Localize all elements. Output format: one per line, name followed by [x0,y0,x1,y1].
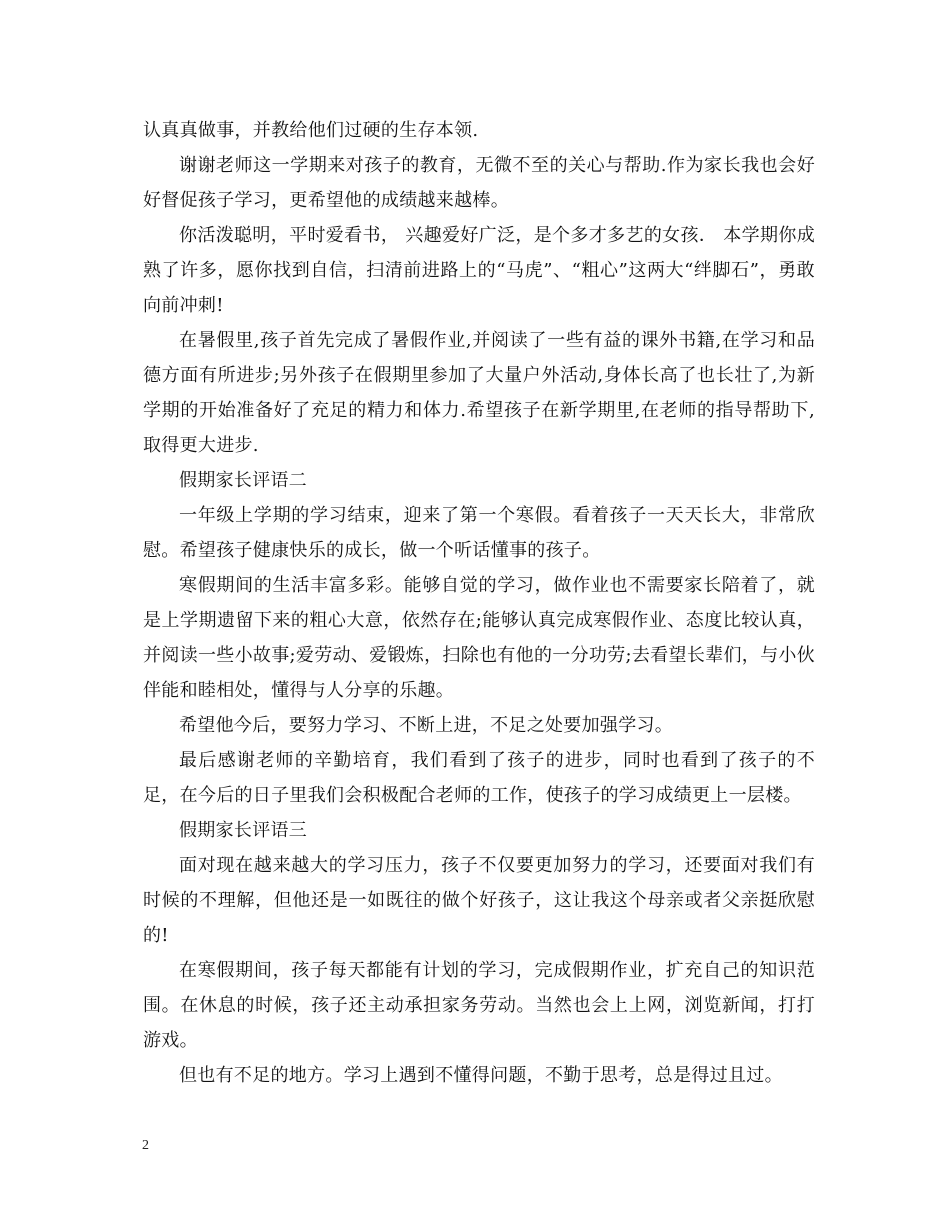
paragraph: 谢谢老师这一学期来对孩子的教育，无微不至的关心与帮助.作为家长我也会好好督促孩子学习，更希望他的成绩越来越棒。 [143,155,815,211]
paragraph: 在暑假里,孩子首先完成了暑假作业,并阅读了一些有益的课外书籍,在学习和品德方面有所进步;另外孩子在假期里参加了大量户外活动,身体长高了也长壮了,为新学期的开始准备好了充足的精力和体力.希望孩子在新学期里,在老师的指导帮助下,取得更大进步. [143,330,815,456]
paragraph: 但也有不足的地方。学习上遇到不懂得问题，不勤于思考，总是得过且过。 [179,1065,783,1086]
paragraph: 一年级上学期的学习结束，迎来了第一个寒假。看着孩子一天天长大，非常欣慰。希望孩子健康快乐的成长，做一个听话懂事的孩子。 [143,505,815,561]
section-heading: 假期家长评语三 [179,820,308,841]
section-heading: 假期家长评语二 [179,470,308,491]
page-number: 2 [142,1138,149,1153]
paragraph: 认真真做事，并教给他们过硬的生存本领. [143,120,479,141]
paragraph: 希望他今后，要努力学习、不断上进，不足之处要加强学习。 [179,715,674,736]
document-body [143,113,815,1093]
paragraph: 你活泼聪明，平时爱看书， 兴趣爱好广泛，是个多才多艺的女孩． 本学期你成熟了许多，愿你找到自信，扫清前进路上的“马虎”、“粗心”这两大“绊脚石”，勇敢向前冲刺! [143,225,815,316]
paragraph: 寒假期间的生活丰富多彩。能够自觉的学习，做作业也不需要家长陪着了，就是上学期遗留下来的粗心大意，依然存在;能够认真完成寒假作业、态度比较认真，并阅读一些小故事;爱劳动、爱锻炼，扫除也有他的一分功劳;去看望长辈们，与小伙伴能和睦相处，懂得与人分享的乐趣。 [143,575,815,701]
paragraph: 面对现在越来越大的学习压力，孩子不仅要更加努力的学习，还要面对我们有时候的不理解，但他还是一如既往的做个好孩子，这让我这个母亲或者父亲挺欣慰的! [143,855,815,946]
paragraph: 在寒假期间，孩子每天都能有计划的学习，完成假期作业，扩充自己的知识范围。在休息的时候，孩子还主动承担家务劳动。当然也会上上网，浏览新闻，打打游戏。 [143,960,815,1051]
paragraph: 最后感谢老师的辛勤培育，我们看到了孩子的进步，同时也看到了孩子的不足，在今后的日子里我们会积极配合老师的工作，使孩子的学习成绩更上一层楼。 [143,750,815,806]
